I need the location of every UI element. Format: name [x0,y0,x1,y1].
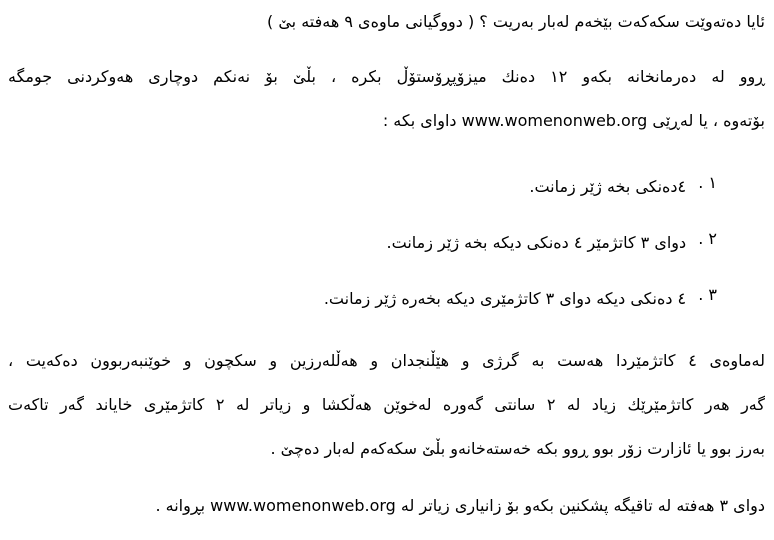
step-3-text: ٤ دەنکی دیکە دوای ٣ کاتژمێری دیکە بخەرە ژێر زمانت. [323,289,687,308]
intro-line-1: ڕوو لە دەرمانخانە بکەو ١٢ دەنك میزۆپڕۆستۆڵ بکرە ، بڵێ بۆ نەنکم دوچاری هەوکردنی جومگە [8,67,766,86]
step-3 [8,277,717,321]
step-1-text: ٤دەنکی بخە ژێر زمانت. [529,177,687,196]
intro-line-2-post: داوای بکە : [382,111,457,130]
intro-line-2 [8,99,765,143]
step-2-number: ٢ . [698,229,717,248]
symptoms-line-2: گەر هەر کاتژمێرێك زیاد لە ٢ سانتی گەورە لەخوێن هەڵکشا و زیاتر لە ٢ کاتژمێری خایاند گەر تاکەت [8,395,766,414]
step-1 [8,165,717,209]
intro-paragraph [8,55,765,143]
womenonweb-url-2: www.womenonweb.org [210,496,396,515]
symptoms-line-1: لەماوەی ٤ کاتژمێردا هەست بە گرژی و هێڵنجدان و هەڵلەرزین و سکچون و خوێنبەربوون دەکەیت ، [8,351,765,370]
step-3-number: ٣ . [698,285,717,304]
intro-line-2-pre: بۆتەوە ، یا لەڕێی [652,111,765,130]
symptoms-paragraph [8,339,765,471]
followup-post: بڕوانە . [155,496,206,515]
step-1-number: ١ . [698,173,717,192]
title-question: ئایا دەتەوێت سکەکەت بێخەم لەبار بەریت ؟ ( دووگیانی ماوەی ٩ هەفتە بێ ) [267,12,765,31]
step-2 [8,221,717,265]
followup-pre: دوای ٣ هەفتە لە تاقیگە پشکنین بکەو بۆ زانیاری زیاتر لە [400,496,765,515]
followup-line [8,484,765,528]
steps-list [8,165,765,321]
step-2-text: دوای ٣ کاتژمێر ٤ دەنکی دیکە بخە ژێر زمانت. [386,233,687,252]
womenonweb-url: www.womenonweb.org [461,111,648,130]
symptoms-line-3: بەرز بوو یا ئازارت زۆر بوو ڕوو بکە خەستەخانەو بڵێ سکەکەم لەبار دەچێ . [270,439,765,458]
